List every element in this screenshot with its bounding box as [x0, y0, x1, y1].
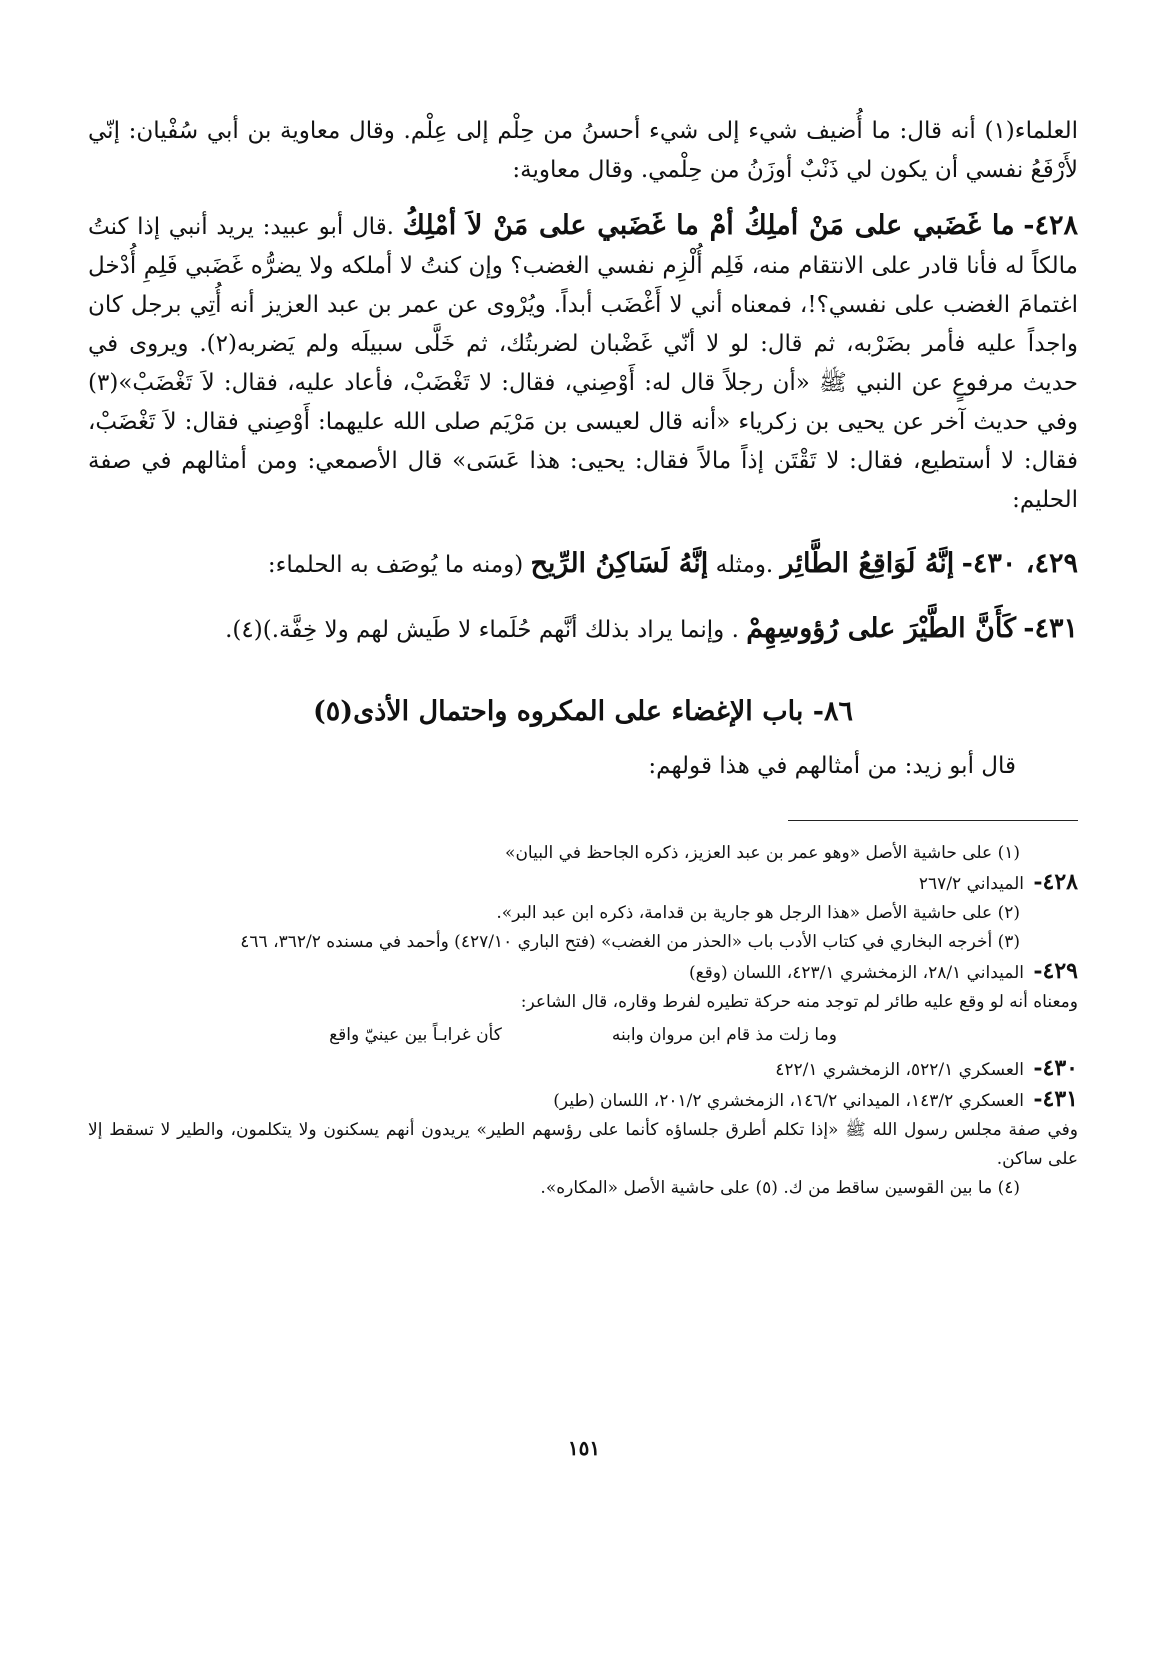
source-431-note: وفي صفة مجلس رسول الله ﷺ «إذا تكلم أطرق جلساؤه كأنما على رؤسهم الطير» يريدون أنهم يسكنون ولا يتكلمون، والطير لا تسقط إلا على ساكن.	[88, 1120, 1078, 1169]
source-428	[88, 868, 1078, 899]
entry-connector: .ومثله	[715, 552, 774, 578]
source-number: ٤٣١-	[1033, 1086, 1078, 1112]
source-number: ٤٣٠-	[1033, 1055, 1078, 1081]
verse-second-hemistich: كأن غرابـاً بين عينيّ واقع	[329, 1025, 502, 1045]
entry-428	[88, 206, 1078, 520]
footnote-3: (٣) أخرجه البخاري في كتاب الأدب باب «الحذر من الغضب» (فتح الباري ٤٢٧/١٠) وأحمد في مسنده ٣٦٢/٢، ٤٦٦	[240, 932, 1020, 952]
entry-number: ٤٣١-	[1023, 613, 1078, 644]
entry-commentary: .قال أبو عبيد: يريد أنبي إذا كنتُ مالكاً له فأنا قادر على الانتقام منه، فَلِم أُلْزِم نفسي الغضب؟ وإن كنتُ لا أملكه ولا يضرُّه غَضَبي فَلِمِ أُدْخل اغتمامَ الغضب على نفسي؟!، فمعناه أني لا أَغْضَب أبداً. ويُرْوى عن عمر بن عبد العزيز أنه أُتِي برجل كان واجداً عليه فأمر بضَرْبه، ثم قال: لو لا أنّي غَضْبان لضربتُك، ثم خَلَّى سبيلَه ولم يَضربه(٢). ويروى في حديث مرفوعٍ عن النبي ﷺ «أن رجلاً قال له: أَوْصِني، فقال: لا تَغْضَبْ، فأعاد عليه، فقال: لاَ تَغْضَبْ»(٣) وفي حديث آخر عن يحيى بن زكرياء «أنه قال لعيسى بن مَرْيَم صلى الله عليهما: أَوْصِني فقال: لاَ تَغْضَبْ، فقال: لا أستطيع، فقال: لا تَقْتَن إذاً مالاً فقال: يحيى: هذا عَسَى» قال الأصمعي: ومن أمثالهم في صفة الحليم:	[88, 214, 1078, 513]
poetry-verse	[88, 1021, 1078, 1050]
page-body	[88, 112, 1078, 1203]
source-text: الميداني ٢٨/١، الزمخشري ٤٢٣/١، اللسان (وقع)	[688, 963, 1024, 983]
source-429-note: ومعناه أنه لو وقع عليه طائر لم توجد منه حركة تطيره لفرط وقاره، قال الشاعر:	[520, 992, 1078, 1012]
chapter-intro: قال أبو زيد: من أمثالهم في هذا قولهم:	[648, 753, 1016, 779]
source-text: الميداني ٢٦٧/٢	[918, 874, 1024, 894]
footnote-1: (١) على حاشية الأصل «وهو عمر بن عبد العزيز، ذكره الجاحظ في البيان»	[505, 843, 1020, 863]
paragraph-opening-text: العلماء(١) أنه قال: ما أُضيف شيء إلى شيء أحسنُ من حِلْم إلى عِلْم. وقال معاوية بن أبي سُفْيان: إنّي لأَرْفَعُ نفسي أن يكون لي ذَنْبٌ أوزَنُ من حِلْمي. وقال معاوية:	[88, 118, 1078, 183]
proverb-text: كَأَنَّ الطَّيْرَ على رُؤوسِهِمْ	[746, 613, 1016, 644]
source-430	[88, 1054, 1078, 1085]
proverb-text-2: إنَّهُ لَسَاكِنُ الرِّيح	[530, 548, 709, 579]
entry-commentary: (ومنه ما يُوصَف به الحلماء:	[267, 552, 524, 578]
source-text: العسكري ١٤٣/٢، الميداني ١٤٦/٢، الزمخشري ٢٠١/٢، اللسان (طير)	[553, 1091, 1024, 1111]
verse-first-hemistich: وما زلت مذ قام ابن مروان وابنه	[611, 1025, 837, 1045]
entry-431	[88, 609, 1078, 650]
source-431	[88, 1085, 1078, 1116]
proverb-text: إنَّهُ لَوَاقِعُ الطَّائِر	[780, 548, 955, 579]
footnote-4-5: (٤) ما بين القوسين ساقط من ك. (٥) على حاشية الأصل «المكاره».	[540, 1178, 1020, 1198]
chapter-heading: ٨٦- باب الإغضاء على المكروه واحتمال الأذى(٥)	[313, 696, 853, 727]
entry-429-430	[88, 544, 1078, 585]
entry-commentary: . وإنما يراد بذلك أنَّهم حُلَماء لا طَيش لهم ولا خِفَّة.)(٤).	[225, 617, 739, 643]
footnotes	[88, 839, 1078, 1203]
entry-number: ٤٢٨-	[1023, 210, 1078, 241]
source-text: العسكري ٥٢٢/١، الزمخشري ٤٢٢/١	[775, 1060, 1024, 1080]
source-number: ٤٢٨-	[1033, 869, 1078, 895]
page-number: ١٥١	[567, 1436, 601, 1460]
entry-number: ٤٢٩، ٤٣٠-	[961, 548, 1078, 579]
footnote-2: (٢) على حاشية الأصل «هذا الرجل هو جارية بن قدامة، ذكره ابن عبد البر».	[496, 903, 1020, 923]
source-number: ٤٢٩-	[1033, 958, 1078, 984]
proverb-text: ما غَضَبي على مَنْ أملِكُ أمْ ما غَضَبي على مَنْ لاَ أمْلِكُ	[402, 210, 1015, 241]
source-429	[88, 957, 1078, 988]
footnote-divider	[788, 820, 1078, 821]
paragraph-opening	[88, 112, 1078, 190]
